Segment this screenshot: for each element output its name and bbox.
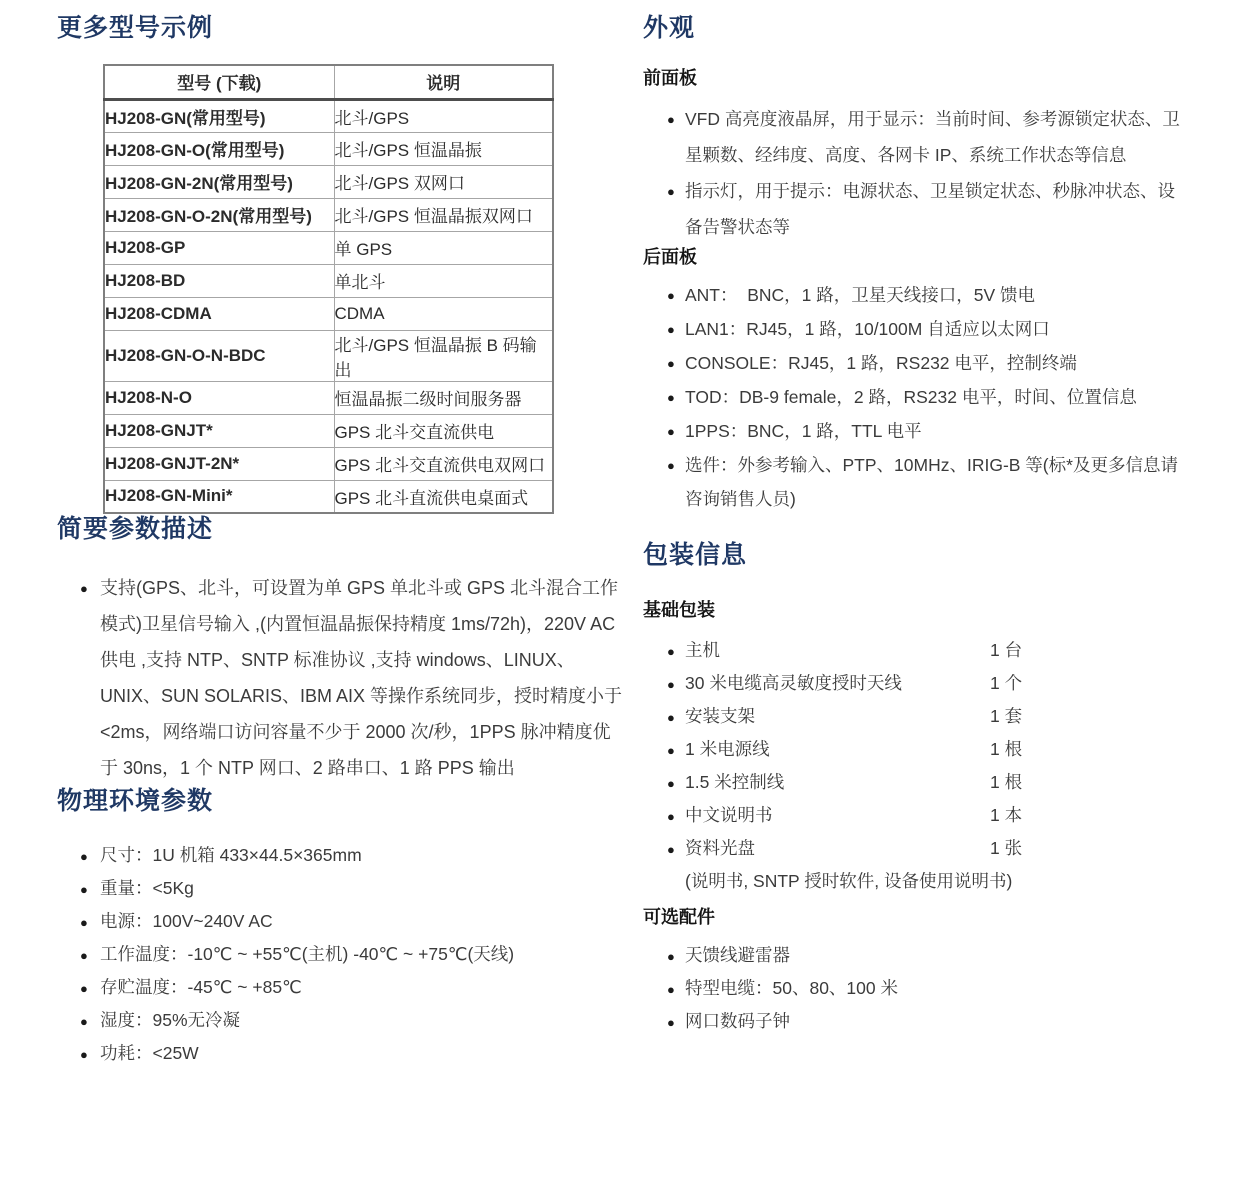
- list-item: [667, 448, 1193, 516]
- package-item-quantity: 1 张: [990, 838, 1023, 858]
- table-row: [104, 165, 553, 198]
- subsection-title-basic-package: 基础包装: [643, 600, 715, 620]
- bullet-icon: ●: [667, 184, 675, 199]
- package-item-name: 1.5 米控制线: [685, 772, 785, 792]
- list-item: [80, 839, 623, 872]
- left-column: [57, 13, 623, 1070]
- bullet-icon: ●: [667, 322, 675, 337]
- list-item-text: 工作温度：-10℃ ~ +55℃(主机) -40℃ ~ +75℃(天线): [100, 944, 515, 964]
- package-item-name: 资料光盘: [685, 838, 755, 858]
- bullet-icon: ●: [667, 1015, 675, 1030]
- package-item: [667, 634, 1193, 667]
- bullet-icon: ●: [667, 842, 675, 857]
- table-row: [104, 447, 553, 480]
- bullet-icon: ●: [667, 424, 675, 439]
- rear-panel-list: [643, 278, 1193, 516]
- list-item-text: 指示灯，用于提示：电源状态、卫星锁定状态、秒脉冲状态、设备告警状态等: [685, 181, 1175, 237]
- model-description-cell: 单北斗: [334, 264, 553, 297]
- subsection-title-front-panel: 前面板: [643, 68, 697, 88]
- table-row: [104, 297, 553, 330]
- list-item-text: 功耗：<25W: [100, 1043, 199, 1063]
- column-header-model: 型号 (下载): [104, 65, 334, 99]
- package-item: [667, 667, 1193, 700]
- package-item-quantity: 1 个: [990, 673, 1023, 693]
- package-item-name: 安装支架: [685, 706, 755, 726]
- model-name-cell: HJ208-GN-Mini*: [104, 480, 334, 513]
- model-name-cell: HJ208-GP: [104, 231, 334, 264]
- list-item-text: TOD：DB-9 female，2 路，RS232 电平，时间、位置信息: [685, 387, 1137, 407]
- list-item: [667, 312, 1193, 346]
- list-item-text: CONSOLE：RJ45，1 路，RS232 电平，控制终端: [685, 353, 1077, 373]
- section-title-packaging: 包装信息: [643, 541, 748, 569]
- list-item-text: LAN1：RJ45，1 路，10/100M 自适应以太网口: [685, 319, 1050, 339]
- brief-params-list: [57, 570, 623, 786]
- list-item: [667, 101, 1193, 173]
- bullet-icon: ●: [667, 112, 675, 127]
- list-item: [80, 905, 623, 938]
- list-item: [80, 1004, 623, 1037]
- list-item-text: 特型电缆：50、80、100 米: [685, 978, 898, 998]
- section-title-more-models: 更多型号示例: [57, 14, 214, 42]
- bullet-icon: ●: [667, 458, 675, 473]
- bullet-icon: ●: [667, 949, 675, 964]
- model-name-cell: HJ208-BD: [104, 264, 334, 297]
- bullet-icon: ●: [80, 1014, 88, 1029]
- section-title-appearance: 外观: [643, 14, 696, 42]
- bullet-icon: ●: [80, 915, 88, 930]
- optional-accessories-list: [643, 939, 1193, 1038]
- model-description-cell: 北斗/GPS 双网口: [334, 165, 553, 198]
- table-row: [104, 132, 553, 165]
- list-item-text: 选件：外参考输入、PTP、10MHz、IRIG-B 等(标*及更多信息请咨询销售人员): [685, 455, 1178, 509]
- list-item-text: 尺寸：1U 机箱 433×44.5×365mm: [100, 845, 362, 865]
- subsection-title-optional-accessories: 可选配件: [643, 907, 715, 927]
- model-name-cell: HJ208-GNJT*: [104, 414, 334, 447]
- list-item: [667, 972, 1193, 1005]
- bullet-icon: ●: [667, 288, 675, 303]
- physical-env-list: [57, 839, 623, 1070]
- table-row: [104, 480, 553, 513]
- package-item-name: 中文说明书: [685, 805, 773, 825]
- model-description-cell: 单 GPS: [334, 231, 553, 264]
- list-item-text: 重量：<5Kg: [100, 878, 194, 898]
- bullet-icon: ●: [80, 948, 88, 963]
- bullet-icon: ●: [80, 981, 88, 996]
- package-item-quantity: 1 根: [990, 739, 1023, 759]
- front-panel-list: [643, 101, 1193, 245]
- bullet-icon: ●: [667, 809, 675, 824]
- package-item-quantity: 1 套: [990, 706, 1023, 726]
- list-item-text: ANT： BNC，1 路，卫星天线接口，5V 馈电: [685, 285, 1036, 305]
- package-item-quantity: 1 台: [990, 640, 1023, 660]
- list-item-text: 存贮温度：-45℃ ~ +85℃: [100, 977, 302, 997]
- bullet-icon: ●: [667, 776, 675, 791]
- table-row: [104, 330, 553, 381]
- models-table: [103, 64, 554, 514]
- list-item-text: VFD 高亮度液晶屏，用于显示：当前时间、参考源锁定状态、卫星颗数、经纬度、高度、各网卡 IP、系统工作状态等信息: [685, 109, 1180, 165]
- model-description-cell: GPS 北斗交直流供电: [334, 414, 553, 447]
- model-name-cell: HJ208-CDMA: [104, 297, 334, 330]
- list-item: [667, 346, 1193, 380]
- model-name-cell: HJ208-N-O: [104, 381, 334, 414]
- list-item: [667, 278, 1193, 312]
- model-description-cell: 北斗/GPS 恒温晶振 B 码输出: [334, 330, 553, 381]
- model-name-cell: HJ208-GN-O-2N(常用型号): [104, 198, 334, 231]
- table-row: [104, 231, 553, 264]
- table-row: [104, 264, 553, 297]
- list-item: [80, 1037, 623, 1070]
- package-item: [667, 700, 1193, 733]
- list-item: [667, 380, 1193, 414]
- model-description-cell: 北斗/GPS 恒温晶振双网口: [334, 198, 553, 231]
- model-description-cell: GPS 北斗直流供电桌面式: [334, 480, 553, 513]
- bullet-icon: ●: [667, 677, 675, 692]
- subsection-title-rear-panel: 后面板: [643, 247, 697, 267]
- package-item: [667, 766, 1193, 799]
- package-note: (说明书, SNTP 授时软件, 设备使用说明书): [685, 871, 1013, 891]
- section-title-physical-env: 物理环境参数: [57, 787, 214, 815]
- list-item: [667, 414, 1193, 448]
- model-name-cell: HJ208-GN(常用型号): [104, 99, 334, 132]
- list-item-text: 电源：100V~240V AC: [100, 911, 273, 931]
- list-item: [80, 971, 623, 1004]
- list-item: [80, 938, 623, 971]
- table-row: [104, 414, 553, 447]
- section-title-brief-params: 简要参数描述: [57, 515, 214, 543]
- package-item-name: 30 米电缆高灵敏度授时天线: [685, 673, 902, 693]
- package-item: [667, 799, 1193, 832]
- list-item-text: 支持(GPS、北斗，可设置为单 GPS 单北斗或 GPS 北斗混合工作模式)卫星信号输入 ,(内置恒温晶振保持精度 1ms/72h)，220V AC 供电 ,支持 NTP、SNTP 标准协议 ,支持 windows、LINUX、UNIX、SUN SOLARIS、IBM AIX 等操作系统同步，授时精度小于<2ms，网络端口访问容量不少于 2000 次/秒，1PPS 脉冲精度优于 30ns，1 个 NTP 网口、2 路串口、1 路 PPS 输出: [100, 578, 623, 778]
- list-item-text: 天馈线避雷器: [685, 945, 790, 965]
- bullet-icon: ●: [80, 581, 88, 596]
- column-header-description: 说明: [334, 65, 553, 99]
- right-column: [643, 13, 1193, 1070]
- model-description-cell: GPS 北斗交直流供电双网口: [334, 447, 553, 480]
- package-item-quantity: 1 根: [990, 772, 1023, 792]
- bullet-icon: ●: [80, 882, 88, 897]
- model-name-cell: HJ208-GN-O-N-BDC: [104, 330, 334, 381]
- table-row: [104, 381, 553, 414]
- list-item-text: 网口数码子钟: [685, 1011, 790, 1031]
- model-description-cell: 恒温晶振二级时间服务器: [334, 381, 553, 414]
- list-item: [667, 939, 1193, 972]
- models-table-header-row: [104, 65, 553, 99]
- bullet-icon: ●: [667, 710, 675, 725]
- model-name-cell: HJ208-GN-2N(常用型号): [104, 165, 334, 198]
- bullet-icon: ●: [667, 982, 675, 997]
- list-item-text: 1PPS：BNC，1 路，TTL 电平: [685, 421, 922, 441]
- model-name-cell: HJ208-GNJT-2N*: [104, 447, 334, 480]
- bullet-icon: ●: [667, 356, 675, 371]
- bullet-icon: ●: [80, 849, 88, 864]
- model-description-cell: 北斗/GPS 恒温晶振: [334, 132, 553, 165]
- package-item-quantity: 1 本: [990, 805, 1023, 825]
- package-item-name: 1 米电源线: [685, 739, 770, 759]
- package-item: [667, 832, 1193, 865]
- bullet-icon: ●: [667, 644, 675, 659]
- model-description-cell: CDMA: [334, 297, 553, 330]
- list-item: [80, 872, 623, 905]
- list-item: [80, 570, 623, 786]
- bullet-icon: ●: [80, 1047, 88, 1062]
- model-description-cell: 北斗/GPS: [334, 99, 553, 132]
- model-name-cell: HJ208-GN-O(常用型号): [104, 132, 334, 165]
- basic-package-list: [643, 634, 1193, 865]
- package-item: [667, 733, 1193, 766]
- list-item-text: 湿度：95%无冷凝: [100, 1010, 241, 1030]
- list-item: [667, 1005, 1193, 1038]
- package-item-name: 主机: [685, 640, 720, 660]
- list-item: [667, 173, 1193, 245]
- table-row: [104, 99, 553, 132]
- table-row: [104, 198, 553, 231]
- bullet-icon: ●: [667, 390, 675, 405]
- bullet-icon: ●: [667, 743, 675, 758]
